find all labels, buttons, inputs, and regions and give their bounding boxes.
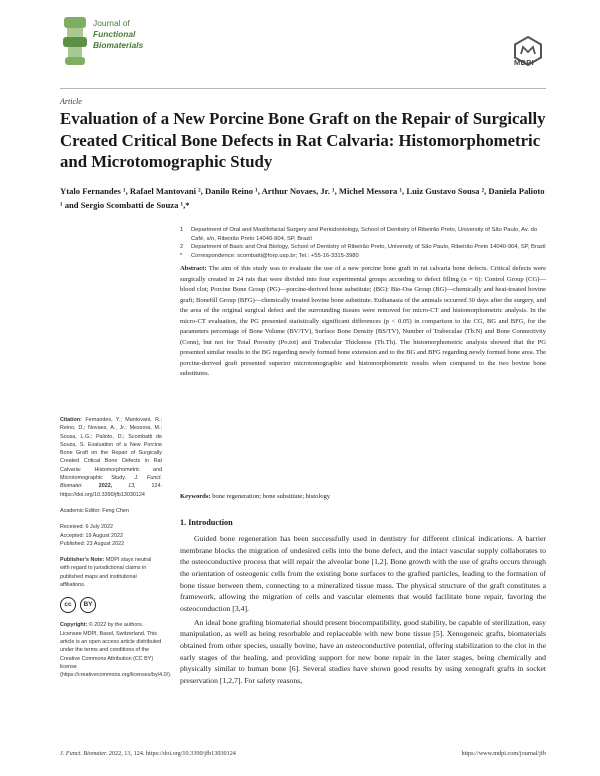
journal-name-line1: Journal of [93, 18, 130, 28]
abstract [180, 264, 546, 380]
cc-icon: cc [60, 597, 76, 613]
abstract-text: The aim of this study was to evaluate the use of a new porcine bone graft in rat calvaria bone defects. Critical defects were surgically created in 24 rats that were divided into four experimental groups according to defect filling (n = 6): Control Group (CG)—blood clot; Porcine Bone Group (PG)—porcine-derived bone substitute; (BG): Bio-Oss Group (BG)—chemically and heat-treated bovine graft; Bonefill Group (BFG)—chemically treated bovine bone substitute. Euthanasia of the animals occurred 30 days after the surgery, and the area of the original surgical defect and the surrounding tissues were removed for micro-CT and histomorphometric analysis. In the micro-CT evaluation, the PG presented statistically significant differences (p < 0.05) in comparison to the CG, BG and BFG, for the parameters percentage of Bone Volume (BV/TV), Surface Bone Density (BS/TV), Number of Trabeculae (Tb.N) and Bone Connectivity (Conn), but not for Total Porosity (Po.tot) and Trabecular Thickness (Tb.Th). The histomorphometric analysis showed that the PG presented similar results to the BG regarding newly formed bone extension and to the BG and BFG regarding newly formed bone area. The porcine-derived graft presented superior microtomographic and histomorphometric results when compared to the two bovine bone substitutes. [180, 265, 546, 378]
affiliation-text: Department of Basic and Oral Biology, School of Dentistry of Ribeirão Preto, University of São Paulo, Ribeirão Preto 14040-904, SP, Brazil [191, 244, 546, 251]
introduction-heading: 1. Introduction [180, 518, 233, 527]
accepted-date: Accepted: 19 August 2022 [60, 532, 123, 539]
introduction-body [180, 533, 546, 687]
journal-name-line2: Functional [93, 28, 136, 39]
mdpi-logo-text: MDPI [514, 58, 534, 67]
footer-citation [60, 750, 236, 757]
citation-year: 2022, [98, 483, 113, 490]
affiliation-text: Department of Oral and Maxillofacial Surgery and Periodontology, School of Dentistry of Ribeirão Preto, University of São Paulo, Av. do Café, s/n, Ribeirão Preto 14040-904, SP, Brazil [191, 227, 538, 242]
by-icon: BY [80, 597, 96, 613]
copyright-label: Copyright: [60, 622, 88, 629]
copyright-block [60, 621, 172, 679]
author-list: Ytalo Fernandes ¹, Rafael Mantovani ², Danilo Reino ¹, Arthur Novaes, Jr. ¹, Michel Messora ¹, Luiz Gustavo Sousa ², Daniela Palioto ¹ and Sergio Scombatti de Souza ¹,* [60, 186, 545, 211]
header-divider [60, 88, 546, 89]
footer-journal: J. Funct. Biomater. [60, 750, 108, 757]
affiliation-2 [180, 243, 546, 252]
journal-name [93, 18, 143, 50]
introduction-paragraph-1: Guided bone regeneration has been successfully used in dentistry for different clinical indications. A barrier membrane blocks the migration of undesired cells into the bone defect, and the intact vascular supply collaborates to the osteoconductive process that will repair the alveolar bone [1,2]. Bone growth with the use of grafts occurs through the orientation of osteogenic cells from the existing bone surfaces to the grafted particles, leading to the formation of bone tissue between them, connecting to a mineralized tissue mass. The physical structure of the graft constitutes a framework, allowing the migration of cells and vascular elements that would facilitate bone repair, favoring the osteoconduction [3,4]. [180, 534, 546, 613]
keywords-label: Keywords: [180, 493, 211, 500]
article-type: Article [60, 97, 82, 106]
introduction-paragraph-2: An ideal bone grafting biomaterial should present biocompatibility, good stability, be capable of sterilization, easy manipulation, as well as being resorbable and replaceable with new bone tissue [5]. Xenogeneic grafts, biomaterials obtained from other species, usually bovine, have an osteoconductive potential, offering stabilization to the clot in the early stages of the healing, and providing support for new bone repair in the later stages, being chemically and physically similar to human bone [6]. Several studies have shown good results by using xenograft grafts in socket preservation [1,2,7]. For safety reasons, [180, 617, 546, 685]
correspondence-text: Correspondence: scombatti@forp.usp.br; Tel.: +55-16-3315-3980 [191, 252, 359, 259]
affiliations [180, 226, 546, 260]
keywords [180, 492, 546, 502]
article-title: Evaluation of a New Porcine Bone Graft on the Repair of Surgically Created Critical Bone Defects in Rat Calvaria: Histomorphometric and Microtomographic Study [60, 109, 546, 171]
citation-text: Fernandes, Y.; Mantovani, R.; Reino, D.; Novaes, A., Jr.; Messora, M.; Sousa, L.G.; Palioto, D.; Scombatti de Souza, S. Evaluation of a New Porcine Bone Graft on the Repair of Surgically Created Critical Bone Defects in Rat Calvaria: Histomorphometric and Microtomographic Study. [60, 417, 162, 482]
citation-journal: J. Funct. Biomater. [60, 475, 163, 490]
copyright-text: © 2022 by the authors. Licensee MDPI, Basel, Switzerland. This article is an open access article distributed under the terms and conditions of the Creative Commons Attribution (CC BY) license (https://creativecommons.org/licenses/by/4.0/). [60, 622, 172, 679]
publisher-note-label: Publisher’s Note: [60, 557, 105, 564]
keywords-text: bone regeneration; bone substitute; histology [212, 493, 331, 500]
citation-label: Citation: [60, 417, 82, 423]
affiliation-mark: 1 [180, 227, 184, 233]
citation-volume: 13, [128, 483, 136, 490]
correspondence [180, 252, 546, 261]
abstract-label: Abstract: [180, 265, 207, 272]
dates-block [60, 523, 162, 548]
academic-editor: Academic Editor: Feng Chen [60, 507, 129, 514]
affiliation-1 [180, 226, 546, 243]
cc-by-license-icon[interactable] [60, 597, 100, 613]
received-date: Received: 6 July 2022 [60, 524, 114, 531]
publisher-note [60, 556, 162, 589]
footer-journal-url[interactable]: https://www.mdpi.com/journal/jfb [461, 750, 546, 757]
citation-article: 124. [151, 483, 162, 490]
sidebar [60, 416, 172, 679]
affiliation-mark: 2 [180, 244, 184, 251]
footer-citation-text: 2022, 13, 124. https://doi.org/10.3390/jfb13030124 [108, 750, 236, 757]
published-date: Published: 23 August 2022 [60, 540, 125, 547]
citation-block [60, 416, 162, 499]
journal-logo [60, 15, 90, 67]
affiliation-mark: * [180, 252, 183, 259]
journal-name-line3: Biomaterials [93, 39, 144, 50]
citation-doi-link[interactable]: https://doi.org/10.3390/jfb13030124 [60, 491, 145, 498]
publisher-note-text: MDPI stays neutral with regard to jurisdictional claims in published maps and institutional affiliations. [60, 557, 152, 589]
